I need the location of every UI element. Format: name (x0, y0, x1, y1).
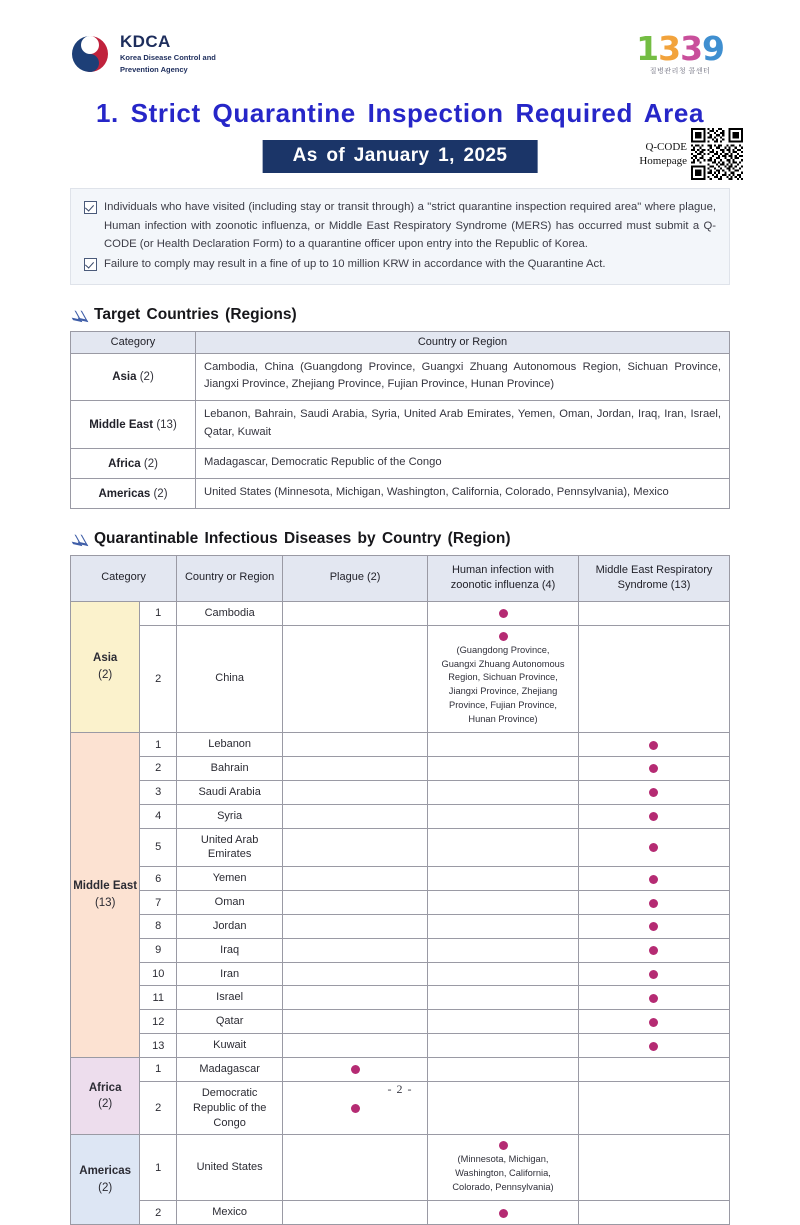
cell-zoonotic-mark (428, 986, 579, 1010)
cell-plague-mark (283, 601, 428, 625)
cell-plague-mark (283, 867, 428, 891)
cell-country-name: United States (177, 1135, 283, 1201)
cell-country-name: Iran (177, 962, 283, 986)
category-count: (2) (143, 457, 158, 470)
cell-country-name: Democratic Republic of the Congo (177, 1081, 283, 1135)
table-row (71, 938, 730, 962)
cell-mers-mark (578, 1034, 729, 1058)
cell-zoonotic-mark (428, 938, 579, 962)
cell-index: 5 (140, 828, 177, 867)
cell-zoonotic-mark (428, 1058, 579, 1082)
category-name: Middle East (73, 880, 138, 893)
cell-country-name: China (177, 625, 283, 733)
table-row (71, 1010, 730, 1034)
table-row (71, 757, 730, 781)
column-header-country-region: Country or Region (196, 331, 730, 353)
cell-plague-mark (283, 1135, 428, 1201)
disease-marker-dot-icon (649, 875, 658, 884)
kdca-wordmark (120, 33, 216, 76)
banner-row (70, 140, 730, 174)
cell-plague-mark (283, 757, 428, 781)
cell-zoonotic-mark (428, 828, 579, 867)
cell-zoonotic-mark (428, 601, 579, 625)
cell-mers-mark (578, 757, 729, 781)
qcode-label-line1: Q-CODE (645, 140, 687, 153)
cell-country-region: Lebanon, Bahrain, Saudi Arabia, Syria, United Arab Emirates, Yemen, Oman, Jordan, Iraq, Iran, Israel, Qatar, Kuwait (196, 401, 730, 449)
notice-box (70, 188, 730, 285)
cell-index: 1 (140, 733, 177, 757)
table-row (71, 780, 730, 804)
disease-marker-dot-icon (499, 1209, 508, 1218)
cell-zoonotic-mark (428, 914, 579, 938)
cell-mers-mark (578, 828, 729, 867)
cell-plague-mark (283, 780, 428, 804)
cell-country-name: Jordan (177, 914, 283, 938)
target-countries-table (70, 331, 730, 510)
cell-index: 2 (140, 757, 177, 781)
table-row (71, 962, 730, 986)
category-name: Africa (88, 1081, 122, 1094)
qcode-homepage-block[interactable] (639, 127, 744, 181)
cell-mers-mark (578, 1058, 729, 1082)
cell-country-name: Lebanon (177, 733, 283, 757)
disease-marker-dot-icon (649, 970, 658, 979)
cell-zoonotic-mark (428, 1201, 579, 1225)
disease-marker-dot-icon (649, 1042, 658, 1051)
category-name: Asia (93, 652, 118, 665)
category-count: (2) (139, 370, 154, 383)
double-chevron-right-icon (70, 532, 86, 546)
cell-zoonotic-mark (428, 867, 579, 891)
disease-marker-dot-icon (499, 1141, 508, 1150)
cell-plague-mark (283, 1058, 428, 1082)
category-name: Americas (79, 1165, 132, 1178)
cell-plague-mark (283, 828, 428, 867)
qcode-label-line2: Homepage (639, 155, 687, 167)
column-header-mers: Middle East Respiratory Syndrome (13) (578, 556, 729, 602)
cell-index: 10 (140, 962, 177, 986)
cell-index: 1 (140, 1135, 177, 1201)
cell-category (71, 449, 196, 479)
cell-plague-mark (283, 625, 428, 733)
cell-index: 12 (140, 1010, 177, 1034)
table-row (71, 1034, 730, 1058)
column-header-category: Category (71, 556, 177, 602)
cell-country-name: Saudi Arabia (177, 780, 283, 804)
table-row (71, 601, 730, 625)
qr-code-icon[interactable] (690, 127, 744, 181)
table-row (71, 401, 730, 449)
cell-mers-mark (578, 601, 729, 625)
cell-mers-mark (578, 986, 729, 1010)
table-row (71, 914, 730, 938)
table-row (71, 733, 730, 757)
category-name: Middle East (89, 418, 154, 431)
cell-country-name: Bahrain (177, 757, 283, 781)
cell-mers-mark (578, 962, 729, 986)
cell-plague-mark (283, 938, 428, 962)
cell-country-region: United States (Minnesota, Michigan, Washington, California, Colorado, Pennsylvania), Mexico (196, 479, 730, 509)
table-row (71, 353, 730, 401)
table-row (71, 986, 730, 1010)
cell-mers-mark (578, 938, 729, 962)
cell-country-name: Iraq (177, 938, 283, 962)
cell-mers-mark (578, 891, 729, 915)
cell-category (71, 733, 140, 1058)
cell-country-name: Syria (177, 804, 283, 828)
section-heading-diseases (70, 530, 730, 548)
notice-text: Individuals who have visited (including stay or transit through) a "strict quarantine inspection required area" where plague, Human infection with zoonotic influenza, or Middle East Respiratory Syndrome (MERS) has occurred must submit a Q-CODE (or Health Declaration Form) to a quarantine officer upon entry into the Republic of Korea. (104, 201, 716, 251)
category-count: (2) (98, 1181, 113, 1194)
cell-mers-mark (578, 1201, 729, 1225)
disease-marker-dot-icon (649, 1018, 658, 1027)
cell-index: 1 (140, 1058, 177, 1082)
hotline-sublabel: 질병관리청 콜센터 (649, 68, 711, 75)
cell-index: 13 (140, 1034, 177, 1058)
disease-marker-dot-icon (649, 812, 658, 821)
taegeuk-logo-icon (70, 34, 110, 74)
cell-index: 8 (140, 914, 177, 938)
disease-marker-dot-icon (649, 994, 658, 1003)
cell-country-name: Qatar (177, 1010, 283, 1034)
cell-mers-mark (578, 867, 729, 891)
cell-zoonotic-mark (428, 1135, 579, 1201)
section-title: Target Countries (Regions) (94, 305, 297, 323)
cell-category (71, 353, 196, 401)
table-header-row (71, 331, 730, 353)
diseases-by-country-table (70, 555, 730, 1225)
cell-mers-mark (578, 733, 729, 757)
cell-zoonotic-mark (428, 962, 579, 986)
hotline-1339-logo (636, 29, 730, 76)
cell-mers-mark (578, 914, 729, 938)
cell-index: 9 (140, 938, 177, 962)
category-count: (13) (94, 897, 116, 910)
table-row (71, 867, 730, 891)
disease-marker-dot-icon (351, 1065, 360, 1074)
disease-marker-dot-icon (499, 632, 508, 641)
category-count: (13) (156, 418, 177, 431)
disease-marker-dot-icon (649, 788, 658, 797)
column-header-category: Category (71, 331, 196, 353)
qcode-label (639, 140, 687, 169)
table-row (71, 449, 730, 479)
checkbox-checked-icon (84, 258, 97, 271)
cell-zoonotic-mark (428, 1034, 579, 1058)
category-count: (2) (153, 487, 168, 500)
kdca-logo (70, 33, 216, 76)
cell-index: 6 (140, 867, 177, 891)
disease-marker-dot-icon (649, 843, 658, 852)
cell-index: 2 (140, 1201, 177, 1225)
cell-mers-mark (578, 1010, 729, 1034)
cell-plague-mark (283, 1201, 428, 1225)
checkbox-checked-icon (84, 201, 97, 214)
disease-marker-dot-icon (649, 764, 658, 773)
disease-marker-dot-icon (649, 922, 658, 931)
cell-country-name: Israel (177, 986, 283, 1010)
double-chevron-right-icon (70, 308, 86, 322)
notice-item (84, 255, 716, 274)
section-heading-target-countries (70, 306, 730, 324)
cell-plague-mark (283, 1010, 428, 1034)
category-count: (2) (98, 668, 113, 681)
cell-plague-mark (283, 962, 428, 986)
cell-country-name: Mexico (177, 1201, 283, 1225)
page-header (70, 0, 730, 90)
cell-country-name: United Arab Emirates (177, 828, 283, 867)
column-header-country-region: Country or Region (177, 556, 283, 602)
cell-category (71, 479, 196, 509)
cell-index: 2 (140, 625, 177, 733)
table-row (71, 891, 730, 915)
cell-mers-mark (578, 780, 729, 804)
table-row (71, 479, 730, 509)
page-number: - 2 - (387, 1082, 413, 1096)
category-name: Asia (112, 370, 137, 383)
table-row (71, 804, 730, 828)
cell-mers-mark (578, 625, 729, 733)
cell-index: 11 (140, 986, 177, 1010)
cell-zoonotic-mark (428, 733, 579, 757)
category-count: (2) (98, 1098, 113, 1111)
diseases-table-body (71, 601, 730, 1224)
cell-index: 4 (140, 804, 177, 828)
region-note: (Minnesota, Michigan, Washington, California, Colorado, Pennsylvania) (452, 1154, 554, 1193)
cell-zoonotic-mark (428, 1010, 579, 1034)
cell-zoonotic-mark (428, 891, 579, 915)
cell-plague-mark (283, 1034, 428, 1058)
section-title: Quarantinable Infectious Diseases by Country (Region) (94, 530, 511, 548)
cell-mers-mark (578, 804, 729, 828)
cell-zoonotic-mark (428, 804, 579, 828)
disease-marker-dot-icon (351, 1104, 360, 1113)
notice-item (84, 198, 716, 254)
table-row (71, 1058, 730, 1082)
cell-country-region: Madagascar, Democratic Republic of the Congo (196, 449, 730, 479)
cell-country-region: Cambodia, China (Guangdong Province, Guangxi Zhuang Autonomous Region, Sichuan Province, Jiangxi Province, Zhejiang Province, Fujian Province, Hunan Province) (196, 353, 730, 401)
cell-index: 2 (140, 1081, 177, 1135)
table-row (71, 625, 730, 733)
cell-index: 7 (140, 891, 177, 915)
cell-index: 3 (140, 780, 177, 804)
cell-zoonotic-mark (428, 625, 579, 733)
cell-category (71, 1135, 140, 1225)
cell-plague-mark (283, 891, 428, 915)
disease-marker-dot-icon (499, 609, 508, 618)
kdca-fullname-line1: Korea Disease Control and (120, 53, 216, 63)
cell-mers-mark (578, 1135, 729, 1201)
kdca-abbrev: KDCA (120, 31, 171, 51)
disease-marker-dot-icon (649, 899, 658, 908)
cell-plague-mark (283, 804, 428, 828)
cell-country-name: Cambodia (177, 601, 283, 625)
table-row (71, 1135, 730, 1201)
cell-category (71, 601, 140, 732)
cell-country-name: Yemen (177, 867, 283, 891)
table-row (71, 1201, 730, 1225)
notice-text: Failure to comply may result in a fine of up to 10 million KRW in accordance with the Quarantine Act. (104, 257, 606, 270)
cell-country-name: Kuwait (177, 1034, 283, 1058)
cell-index: 1 (140, 601, 177, 625)
cell-country-name: Oman (177, 891, 283, 915)
as-of-date-banner: As of January 1, 2025 (263, 140, 538, 173)
region-note: (Guangdong Province, Guangxi Zhuang Autonomous Region, Sichuan Province, Jiangxi Province, Zhejiang Province, Fujian Province, Hunan Province) (441, 644, 565, 725)
column-header-zoonotic-influenza: Human infection with zoonotic influenza (4) (428, 556, 579, 602)
kdca-fullname-line2: Prevention Agency (120, 65, 188, 75)
cell-zoonotic-mark (428, 780, 579, 804)
cell-country-name: Madagascar (177, 1058, 283, 1082)
cell-plague-mark (283, 733, 428, 757)
table-header-row (71, 556, 730, 602)
table-row (71, 828, 730, 867)
disease-marker-dot-icon (649, 946, 658, 955)
disease-marker-dot-icon (649, 741, 658, 750)
cell-plague-mark (283, 986, 428, 1010)
cell-plague-mark (283, 914, 428, 938)
cell-zoonotic-mark (428, 757, 579, 781)
cell-category (71, 401, 196, 449)
category-name: Africa (108, 457, 141, 470)
category-name: Americas (98, 487, 151, 500)
column-header-plague: Plague (2) (283, 556, 428, 602)
page-title: 1. Strict Quarantine Inspection Required Area (95, 98, 705, 128)
hotline-digits: 1339 (636, 29, 724, 68)
